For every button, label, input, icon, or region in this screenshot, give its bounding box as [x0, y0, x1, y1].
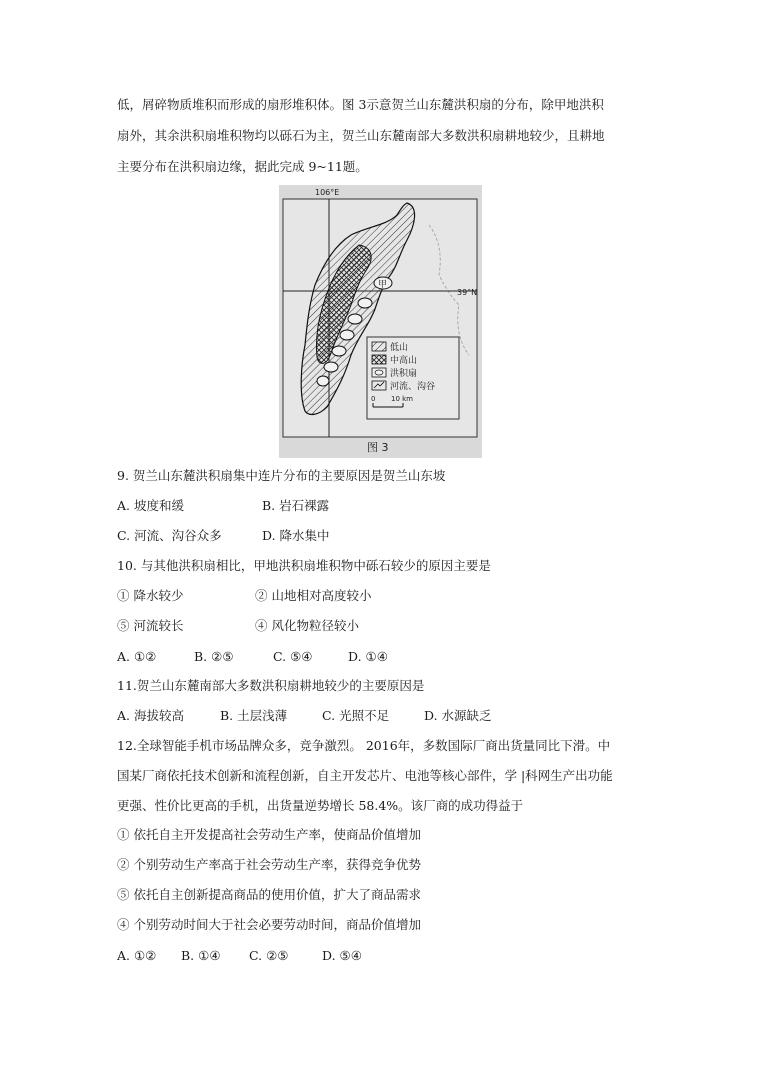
legend-swatch-middle-high-mountain [372, 355, 386, 364]
q11-stem: 11.贺兰山东麓南部大多数洪积扇耕地较少的主要原因是 [117, 678, 425, 693]
map-svg [279, 185, 482, 458]
q12-statement-3: ⑤ 依托自主创新提高商品的使用价值，扩大了商品需求 [117, 887, 421, 902]
q12-stem-line-1: 12.全球智能手机市场品牌众多，竞争激烈。 2016年，多数国际厂商出货量同比下滑。中 [117, 738, 611, 753]
q11-option-c: C. 光照不足 [322, 708, 390, 723]
q10-option-a: A. ①② [117, 649, 157, 664]
q9-option-b: B. 岩石裸露 [262, 498, 330, 513]
legend-label-alluvial-fan: 洪积扇 [390, 369, 418, 379]
q9-option-c: C. 河流、沟谷众多 [117, 528, 222, 543]
alluvial-fan [317, 376, 329, 386]
q12-option-d: D. ⑤④ [322, 948, 362, 963]
q12-statement-4: ④ 个别劳动时间大于社会必要劳动时间，商品价值增加 [117, 917, 421, 932]
legend-label-low-mountain: 低山 [390, 343, 409, 353]
legend-label-river-valley: 河流、沟谷 [390, 382, 436, 392]
intro-line-1: 低，屑碎物质堆积而形成的扇形堆积体。图 3示意贺兰山东麓洪积扇的分布，除甲地洪积 [117, 97, 604, 112]
q12-statement-2: ② 个别劳动生产率高于社会劳动生产率，获得竞争优势 [117, 857, 421, 872]
q10-option-d: D. ①④ [348, 649, 388, 664]
q11-option-d: D. 水源缺乏 [424, 708, 492, 723]
q10-option-b: B. ②⑤ [194, 649, 234, 664]
intro-line-2: 扇外，其余洪积扇堆积物均以砾石为主，贺兰山东麓南部大多数洪积扇耕地较少，且耕地 [117, 128, 605, 143]
longitude-label: 106°E [315, 188, 340, 197]
figure-3-map [279, 185, 482, 458]
intro-line-3: 主要分布在洪积扇边缘，据此完成 9~11题。 [117, 159, 368, 174]
latitude-label: 39°N [457, 288, 478, 297]
figure-caption: 图 3 [367, 441, 389, 454]
q12-stem-line-3: 更强、性价比更高的手机，出货量逆势增长 58.4%。该厂商的成功得益于 [117, 798, 524, 813]
alluvial-fan [332, 346, 346, 356]
q10-statement-2: ② 山地相对高度较小 [255, 588, 372, 603]
q11-option-a: A. 海拔较高 [117, 708, 184, 723]
q9-option-a: A. 坡度和缓 [117, 498, 184, 513]
q12-option-b: B. ①④ [181, 948, 221, 963]
alluvial-fan [348, 314, 362, 324]
q12-statement-1: ① 依托自主开发提高社会劳动生产率，使商品价值增加 [117, 827, 421, 842]
legend-swatch-low-mountain [372, 342, 386, 351]
scale-zero-label: 0 [371, 395, 376, 403]
alluvial-fan [324, 362, 338, 372]
q12-option-c: C. ②⑤ [249, 948, 289, 963]
legend-label-middle-high-mountain: 中高山 [390, 356, 418, 366]
q9-option-d: D. 降水集中 [262, 528, 330, 543]
q12-option-a: A. ①② [117, 948, 157, 963]
q9-stem: 9. 贺兰山东麓洪积扇集中连片分布的主要原因是贺兰山东坡 [117, 468, 446, 483]
q10-stem: 10. 与其他洪积扇相比，甲地洪积扇堆积物中砾石较少的原因主要是 [117, 558, 491, 573]
legend-swatch-alluvial-fan [372, 368, 386, 377]
scale-distance-label: 10 km [391, 395, 414, 403]
q10-option-c: C. ⑤④ [273, 649, 313, 664]
q12-stem-line-2: 国某厂商依托技术创新和流程创新，自主开发芯片、电池等核心部件，学 |科网生产出功能 [117, 768, 613, 783]
place-label-jia: 甲 [378, 280, 388, 290]
q11-option-b: B. 土层浅薄 [220, 708, 288, 723]
alluvial-fan [340, 330, 354, 340]
q10-statement-1: ① 降水较少 [117, 588, 184, 603]
q10-statement-3: ⑤ 河流较长 [117, 618, 184, 633]
alluvial-fan [358, 298, 372, 308]
q10-statement-4: ④ 风化物粒径较小 [255, 618, 359, 633]
